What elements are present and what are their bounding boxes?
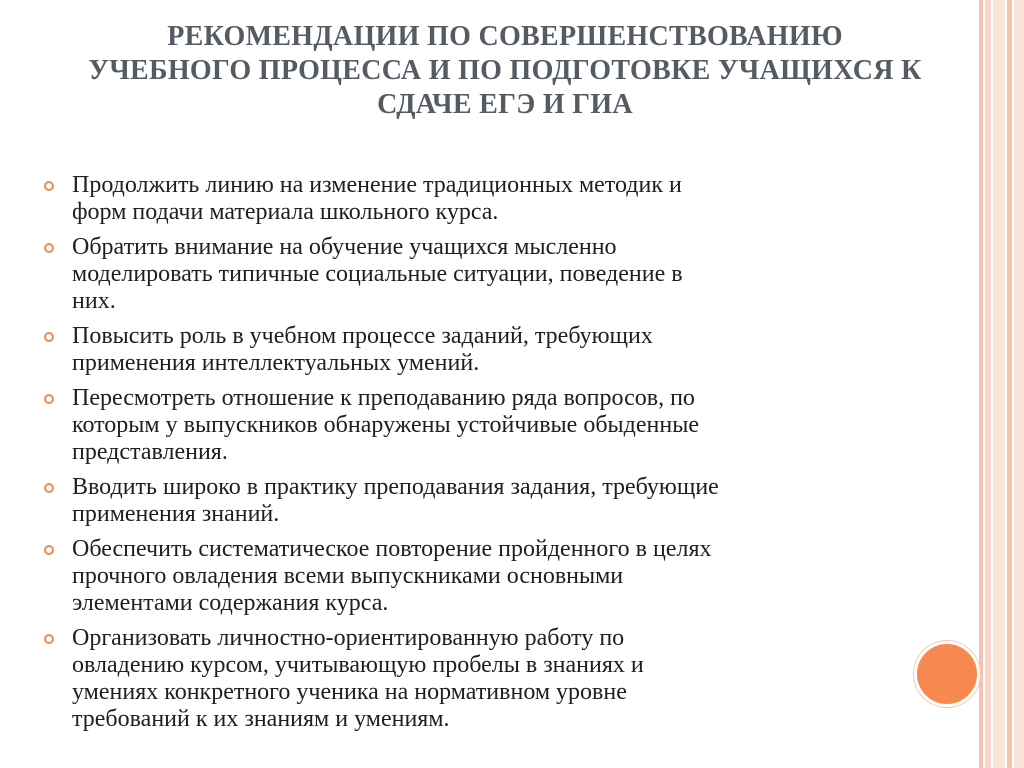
hollow-circle-bullet-icon	[44, 634, 54, 644]
list-item-line: прочного овладения всеми выпускниками основными	[72, 563, 624, 589]
list-item-text	[72, 234, 947, 315]
list-item-line: Вводить широко в практику преподавания задания, требующие	[72, 474, 719, 500]
hollow-circle-bullet-icon	[44, 181, 54, 191]
decorative-stripe	[993, 0, 1005, 768]
list-item	[42, 234, 947, 315]
list-item-line: элементами содержания курса.	[72, 590, 389, 616]
recommendations-list	[42, 172, 947, 741]
list-item-line: овладению курсом, учитывающую пробелы в знаниях и	[72, 652, 644, 678]
list-item	[42, 385, 947, 466]
list-item-line: требований к их знаниям и умениям.	[72, 706, 450, 732]
list-item-line: них.	[72, 288, 116, 314]
orange-circle-icon	[914, 641, 980, 707]
decorative-stripe	[1007, 0, 1012, 768]
hollow-circle-bullet-icon	[44, 545, 54, 555]
list-item-line: Продолжить линию на изменение традиционных методик и	[72, 172, 682, 198]
slide-title	[40, 20, 970, 122]
list-item	[42, 172, 947, 226]
list-item-line: применения интеллектуальных умений.	[72, 350, 480, 376]
list-item-line: Пересмотреть отношение к преподаванию ряда вопросов, по	[72, 385, 695, 411]
hollow-circle-bullet-icon	[44, 243, 54, 253]
slide-title-line: УЧЕБНОГО ПРОЦЕССА И ПО ПОДГОТОВКЕ УЧАЩИХСЯ К	[88, 55, 922, 86]
slide-title-line: СДАЧЕ ЕГЭ И ГИА	[377, 89, 633, 120]
hollow-circle-bullet-icon	[44, 332, 54, 342]
list-item-line: применения знаний.	[72, 501, 280, 527]
list-item-line: представления.	[72, 439, 228, 465]
list-item-line: Организовать личностно-ориентированную работу по	[72, 625, 625, 651]
list-item-text	[72, 474, 947, 528]
list-item	[42, 474, 947, 528]
list-item	[42, 323, 947, 377]
list-item-line: моделировать типичные социальные ситуации, поведение в	[72, 261, 683, 287]
list-item-text	[72, 323, 947, 377]
list-item	[42, 625, 947, 733]
list-item-text	[72, 625, 947, 733]
slide-title-line: РЕКОМЕНДАЦИИ ПО СОВЕРШЕНСТВОВАНИЮ	[167, 21, 843, 52]
hollow-circle-bullet-icon	[44, 483, 54, 493]
list-item-line: форм подачи материала школьного курса.	[72, 199, 499, 225]
list-item-text	[72, 385, 947, 466]
list-item-line: умениях конкретного ученика на нормативном уровне	[72, 679, 627, 705]
list-item-text	[72, 536, 947, 617]
list-item-line: Повысить роль в учебном процессе заданий, требующих	[72, 323, 653, 349]
list-item	[42, 536, 947, 617]
list-item-line: Обратить внимание на обучение учащихся мысленно	[72, 234, 617, 260]
list-item-line: Обеспечить систематическое повторение пройденного в целях	[72, 536, 712, 562]
list-item-text	[72, 172, 947, 226]
decorative-stripe	[1014, 0, 1024, 768]
decorative-stripe	[985, 0, 991, 768]
list-item-line: которым у выпускников обнаружены устойчивые обыденные	[72, 412, 699, 438]
decorative-stripe	[979, 0, 983, 768]
hollow-circle-bullet-icon	[44, 394, 54, 404]
